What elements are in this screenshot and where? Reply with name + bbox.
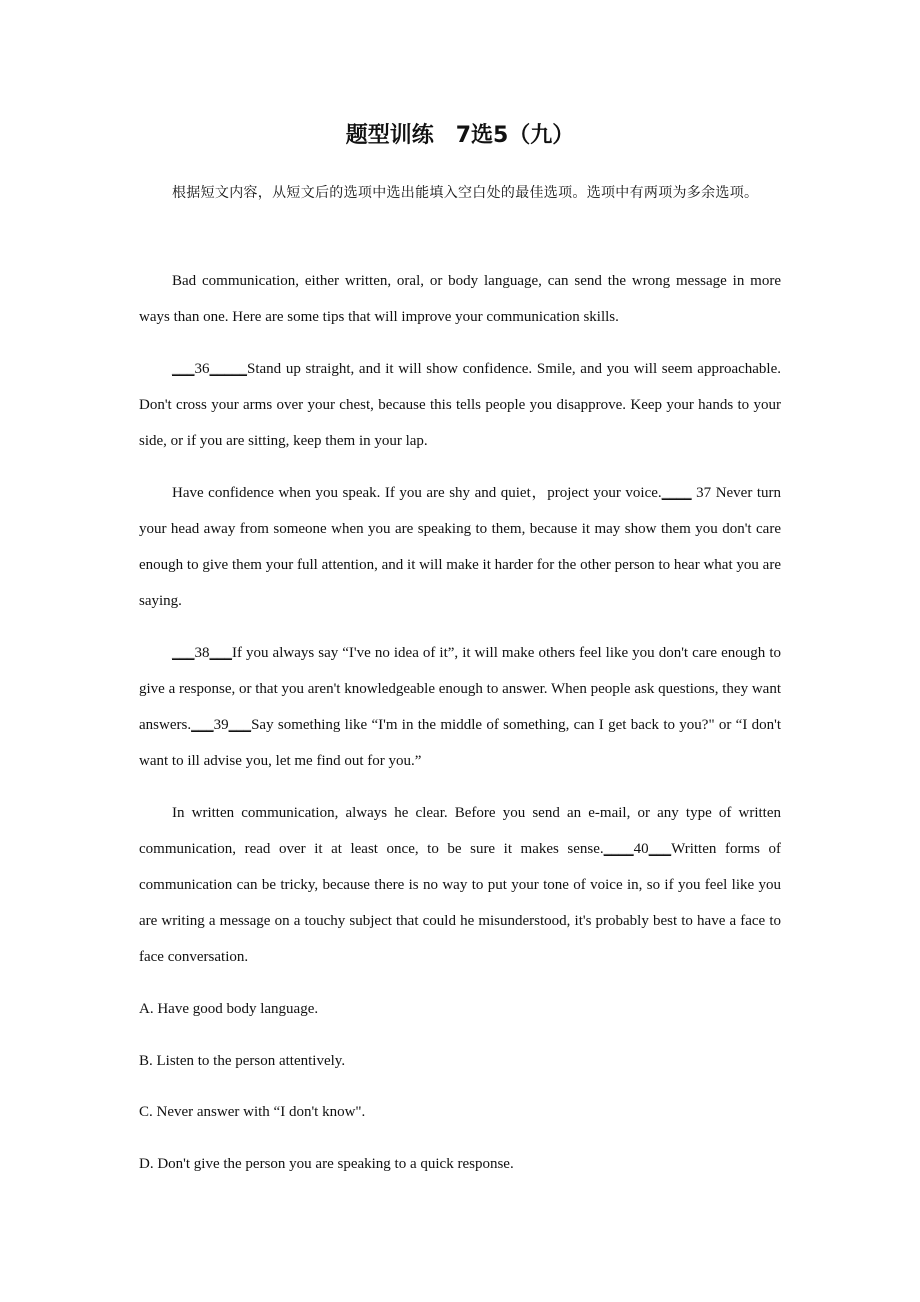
passage-paragraph-5 [139,795,781,975]
page-title: 题型训练 7选5（九） [345,123,575,148]
blank-40-number: 40 [633,841,649,857]
blank-37-number: 37 [691,485,712,501]
blank-39-post: ___ [228,717,252,733]
passage-paragraph-4 [139,635,781,779]
paragraph-4-text-a: If you always say “I've no idea of it”, it will make others feel like you don't care enough to give a response, or that you aren't knowledgeable enough to answer. When people ask questions, they want answers. [139,645,781,733]
option-c: C. Never answer with “I don't know". [139,1104,366,1120]
paragraph-2-text: Stand up straight, and it will show confidence. Smile, and you will seem approachable. Don't cross your arms over your chest, because this tells people you disapprove. Keep your hands to your side, or if you are sitting, keep them in your lap. [139,361,781,449]
paragraph-5-text-b: Written forms of communication can be tricky, because there is no way to put your tone of voice in, so if you feel like you are writing a message on a touchy subject that could he misunderstood, it's probably best to have a face to face conversation. [139,841,781,965]
blank-38-pre: ___ [172,645,195,661]
blank-36-number: 36 [194,361,210,377]
passage-paragraph-2 [139,351,781,459]
blank-37-line: ____ [661,485,692,501]
blank-38-number: 38 [194,645,210,661]
paragraph-4-text-b: Say something like “I'm in the middle of something, can I get back to you?" or “I don't want to ill advise you, let me find out for you.” [139,717,781,769]
blank-40-pre: ____ [603,841,634,857]
paragraph-3-text-b: Never turn your head away from someone when you are speaking to them, because it may show them you don't care enough to give them your full attention, and it will make it harder for the other person to hear what you are saying. [139,485,782,609]
instructions: 根据短文内容，从短文后的选项中选出能填入空白处的最佳选项。选项中有两项为多余选项。 [172,185,759,201]
option-d: D. Don't give the person you are speaking to a quick response. [139,1156,514,1172]
blank-36-post: _____ [209,361,247,377]
passage-paragraph-3 [139,475,781,619]
option-b: B. Listen to the person attentively. [139,1053,346,1069]
blank-39-pre: ___ [191,717,214,733]
blank-36-pre: ___ [172,361,195,377]
blank-39-number: 39 [213,717,229,733]
blank-38-post: ___ [209,645,232,661]
blank-40-post: ___ [648,841,672,857]
paragraph-3-text-a: Have confidence when you speak. If you are shy and quiet，project your voice. [172,485,662,501]
option-a: A. Have good body language. [139,1001,319,1017]
paragraph-5-text-a: In written communication, always he clear. Before you send an e-mail, or any type of written communication, read over it at least once, to be sure it makes sense. [139,805,781,857]
passage-paragraph-1: Bad communication, either written, oral, or body language, can send the wrong message in more ways than one. Here are some tips that will improve your communication skills. [139,273,781,325]
